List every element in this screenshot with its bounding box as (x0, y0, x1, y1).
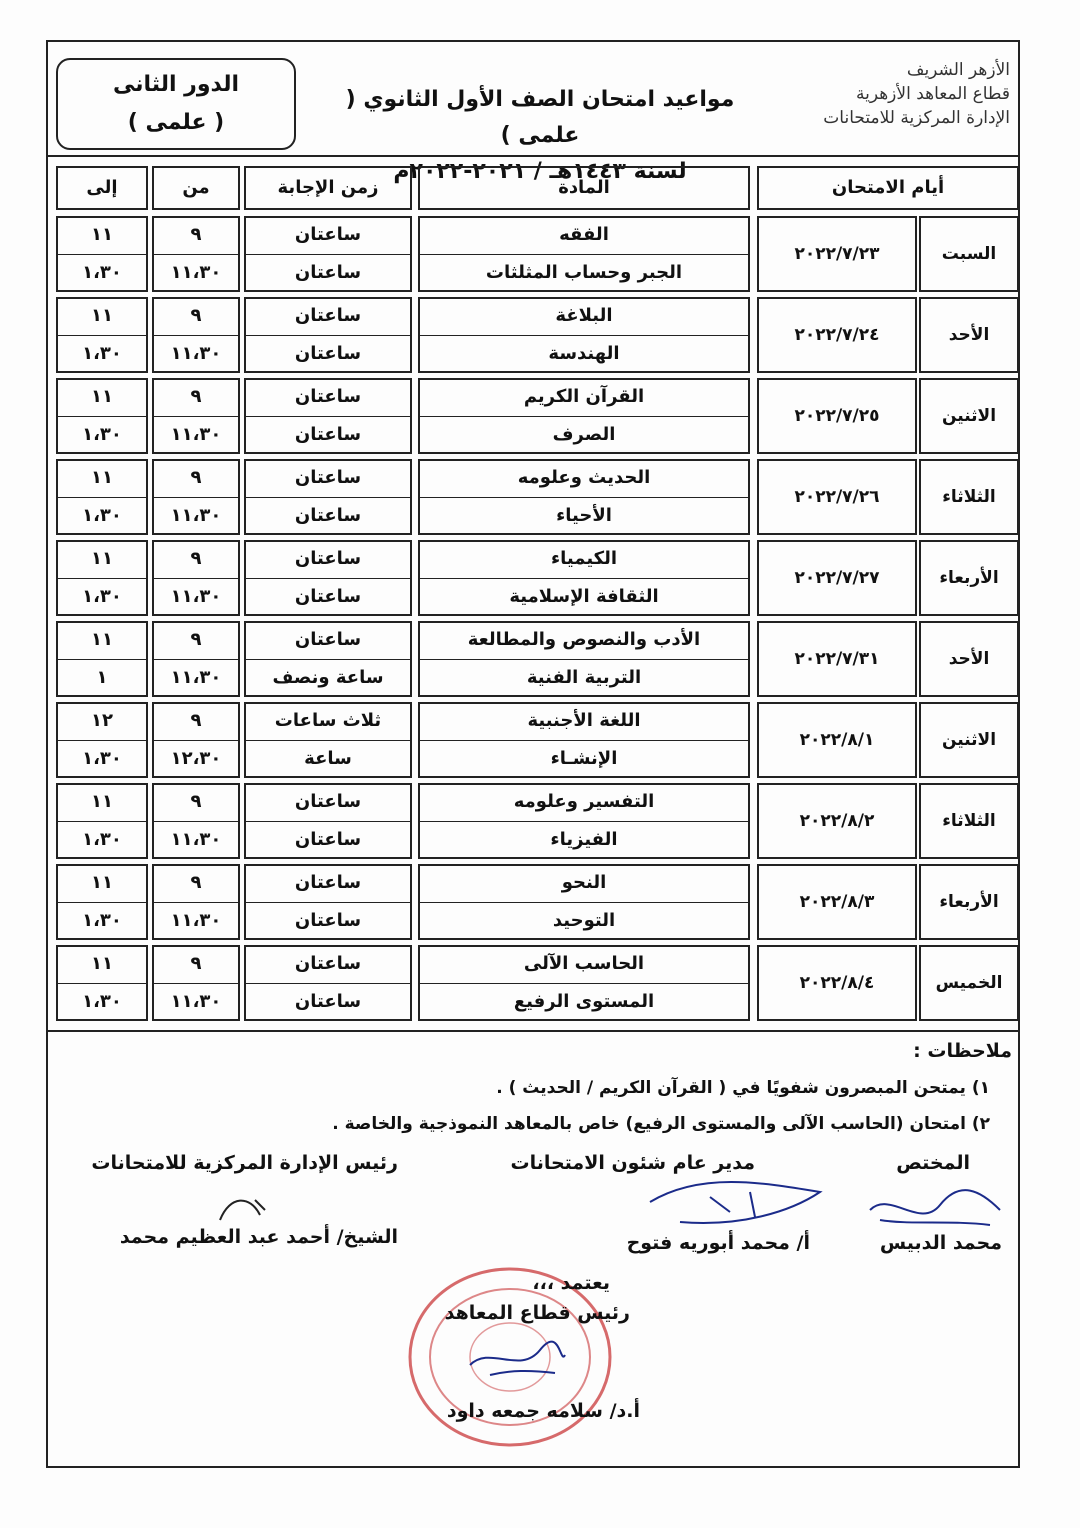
notes-title: ملاحظات : (913, 1040, 1012, 1062)
approve-line: يعتمد ،،، (532, 1272, 610, 1294)
note-1: ١) يمتحن المبصرون شفويًا في ( القرآن الكريم / الحديث ) . (496, 1078, 990, 1098)
title-line-1: مواعيد امتحان الصف الأول الثانوي ( علمى ) (345, 87, 735, 148)
exam-date: ٢٠٢٢/٧/٢٥ (794, 406, 880, 426)
time-to: ١،٣٠ (82, 991, 122, 1012)
specialist-signature (860, 1180, 1010, 1240)
round-label: الدور الثانى (112, 72, 240, 97)
subject-name: المستوى الرفيع (513, 991, 655, 1012)
time-from: ٩ (190, 872, 202, 893)
subject-name: القرآن الكريم (523, 386, 645, 407)
org-logo (760, 58, 1010, 130)
answer-duration: ساعتان (294, 386, 362, 407)
exam-day: الأحد (948, 325, 990, 345)
subject-name: الهندسة (548, 343, 620, 364)
time-from: ١١،٣٠ (170, 424, 222, 445)
time-from: ١١،٣٠ (170, 586, 222, 607)
time-to: ١،٣٠ (82, 424, 122, 445)
answer-duration: ساعتان (294, 791, 362, 812)
answer-duration: ساعتان (294, 829, 362, 850)
time-to: ١١ (91, 791, 113, 812)
time-from: ٩ (190, 791, 202, 812)
time-from: ٩ (190, 548, 202, 569)
time-to: ١،٣٠ (82, 505, 122, 526)
round-box (56, 58, 296, 150)
time-to: ١،٣٠ (82, 262, 122, 283)
header-divider (46, 155, 1020, 157)
time-from: ١١،٣٠ (170, 505, 222, 526)
subject-name: الفيزياء (550, 829, 618, 850)
subject-name: اللغة الأجنبية (527, 710, 641, 731)
exam-day: الاثنين (941, 730, 997, 750)
subject-name: البلاغة (555, 305, 613, 326)
approver-signature (460, 1335, 570, 1385)
exam-date: ٢٠٢٢/٧/٢٧ (794, 568, 880, 588)
answer-duration: ساعة (304, 748, 352, 769)
answer-duration: ساعتان (294, 991, 362, 1012)
time-to: ١١ (91, 305, 113, 326)
time-from: ٩ (190, 629, 202, 650)
exam-day: الأربعاء (939, 568, 999, 588)
exam-day: الخميس (935, 973, 1003, 993)
time-from: ٩ (190, 386, 202, 407)
exam-day: السبت (941, 244, 997, 264)
answer-duration: ساعتان (294, 629, 362, 650)
subject-name: النحو (561, 872, 607, 893)
exam-day: الثلاثاء (942, 487, 996, 507)
time-to: ١١ (91, 953, 113, 974)
subject-name: الكيمياء (550, 548, 618, 569)
subject-name: الإنشـاء (550, 748, 618, 769)
org-line-1: الأزهر الشريف (906, 60, 1010, 80)
exam-date: ٢٠٢٢/٨/٣ (799, 892, 875, 912)
time-from: ١١،٣٠ (170, 910, 222, 931)
answer-duration: ساعتان (294, 505, 362, 526)
approver-title: رئيس قطاع المعاهد (444, 1302, 630, 1324)
answer-duration: ساعة ونصف (272, 667, 384, 688)
exam-day: الأحد (948, 649, 990, 669)
time-to: ١١ (91, 629, 113, 650)
exam-date: ٢٠٢٢/٧/٢٤ (794, 325, 880, 345)
subject-name: التفسير وعلومه (513, 791, 655, 812)
answer-duration: ساعتان (294, 953, 362, 974)
time-to: ١١ (91, 224, 113, 245)
time-to: ١،٣٠ (82, 586, 122, 607)
head-signature (210, 1190, 280, 1230)
time-from: ١٢،٣٠ (170, 748, 222, 769)
exam-day: الاثنين (941, 406, 997, 426)
org-line-3: الإدارة المركزية للامتحانات (823, 108, 1010, 128)
exam-date: ٢٠٢٢/٨/٤ (799, 973, 875, 993)
time-to: ١١ (91, 872, 113, 893)
time-to: ١١ (91, 386, 113, 407)
exam-day: الأربعاء (939, 892, 999, 912)
header-subject: المادة (558, 177, 610, 198)
specialist-name: محمد الدبيس (879, 1232, 1002, 1254)
specialist-title: المختص (896, 1152, 970, 1174)
time-to: ١ (96, 667, 108, 688)
subject-name: التوحيد (552, 910, 616, 931)
round-track: ( علمى ) (127, 110, 225, 135)
exam-date: ٢٠٢٢/٧/٣١ (794, 649, 880, 669)
time-to: ١،٣٠ (82, 910, 122, 931)
time-from: ١١،٣٠ (170, 343, 222, 364)
time-from: ٩ (190, 305, 202, 326)
answer-duration: ساعتان (294, 586, 362, 607)
header-days: أيام الامتحان (831, 177, 945, 198)
header-from: من (182, 177, 210, 198)
time-from: ٩ (190, 467, 202, 488)
time-from: ١١،٣٠ (170, 667, 222, 688)
subject-name: الأدب والنصوص والمطالعة (467, 629, 701, 650)
exam-date: ٢٠٢٢/٧/٢٣ (794, 244, 880, 264)
time-from: ١١،٣٠ (170, 991, 222, 1012)
time-to: ١١ (91, 548, 113, 569)
answer-duration: ساعتان (294, 343, 362, 364)
answer-duration: ثلاث ساعات (274, 710, 382, 731)
header-duration: زمن الإجابة (277, 177, 379, 198)
subject-name: الأحياء (556, 505, 612, 526)
answer-duration: ساعتان (294, 424, 362, 445)
head-title: رئيس الإدارة المركزية للامتحانات (91, 1152, 398, 1174)
exam-date: ٢٠٢٢/٧/٢٦ (794, 487, 880, 507)
header-to: إلى (86, 177, 118, 198)
subject-name: الحديث وعلومه (517, 467, 651, 488)
exam-date: ٢٠٢٢/٨/٢ (799, 811, 875, 831)
head-name: الشيخ/ أحمد عبد العظيم محمد (119, 1226, 398, 1248)
director-signature (640, 1172, 840, 1232)
table-divider (46, 1030, 1020, 1032)
org-line-2: قطاع المعاهد الأزهرية (855, 84, 1010, 104)
subject-name: الصرف (552, 424, 616, 445)
time-from: ٩ (190, 224, 202, 245)
subject-name: الجبر وحساب المثلثات (485, 262, 683, 283)
answer-duration: ساعتان (294, 262, 362, 283)
subject-name: التربية الفنية (526, 667, 642, 688)
time-from: ٩ (190, 710, 202, 731)
answer-duration: ساعتان (294, 910, 362, 931)
subject-name: الثقافة الإسلامية (509, 586, 659, 607)
exam-day: الثلاثاء (942, 811, 996, 831)
subject-name: الحاسب الآلى (523, 953, 645, 974)
exam-date: ٢٠٢٢/٨/١ (799, 730, 875, 750)
director-title: مدير عام شئون الامتحانات (510, 1152, 755, 1174)
approver-name: أ.د/ سلامه جمعه داود (446, 1400, 640, 1422)
answer-duration: ساعتان (294, 467, 362, 488)
time-from: ١١،٣٠ (170, 829, 222, 850)
time-to: ١،٣٠ (82, 748, 122, 769)
answer-duration: ساعتان (294, 872, 362, 893)
answer-duration: ساعتان (294, 305, 362, 326)
title-line-2: لسنة ١٤٤٣هـ / ٢٠٢١-٢٠٢٢م (393, 159, 687, 184)
director-name: أ/ محمد أبوريه فتوح (626, 1232, 810, 1254)
time-to: ١،٣٠ (82, 343, 122, 364)
answer-duration: ساعتان (294, 548, 362, 569)
time-to: ١١ (91, 467, 113, 488)
subject-name: الفقه (559, 224, 609, 245)
note-2: ٢) امتحان (الحاسب الآلى والمستوى الرفيع) خاص بالمعاهد النموذجية والخاصة . (332, 1114, 990, 1134)
time-from: ٩ (190, 953, 202, 974)
time-from: ١١،٣٠ (170, 262, 222, 283)
time-to: ١،٣٠ (82, 829, 122, 850)
time-to: ١٢ (91, 710, 113, 731)
answer-duration: ساعتان (294, 224, 362, 245)
